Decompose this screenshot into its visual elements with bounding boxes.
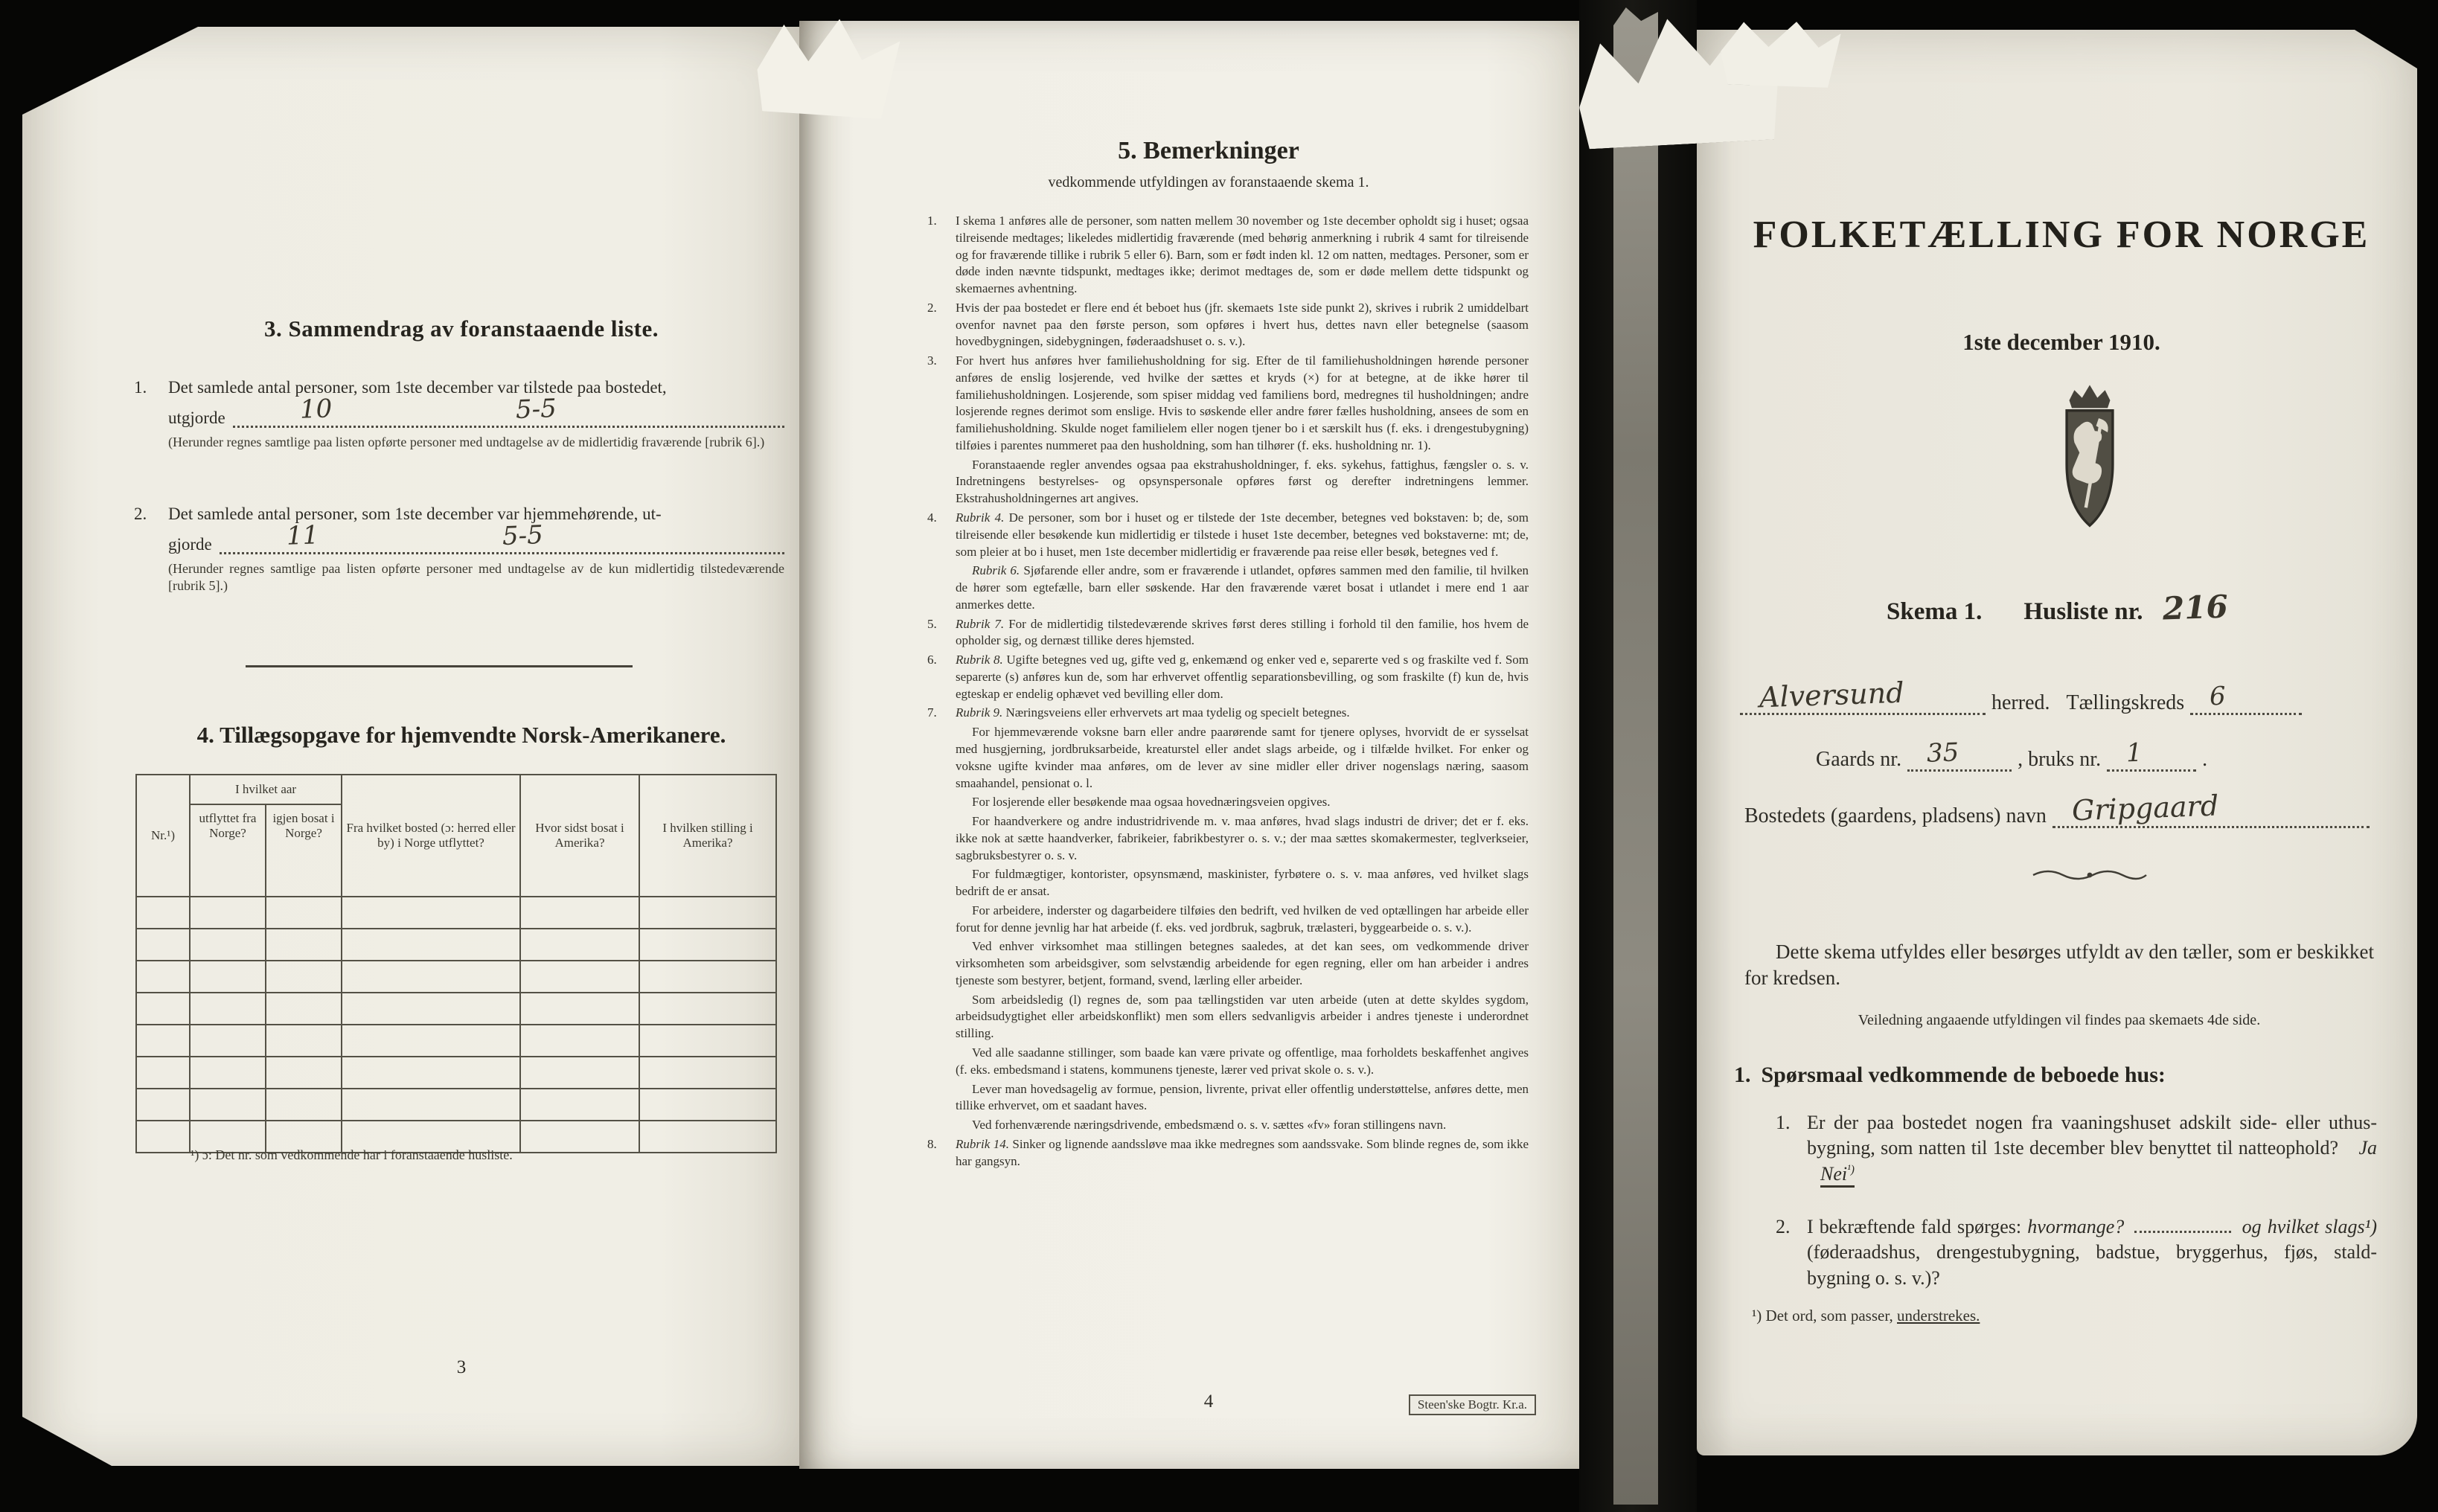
dotted-bruks-field	[2107, 737, 2196, 772]
bemerkning-number: 5.	[927, 616, 937, 631]
bemerkning-text: Rubrik 6. Sjøfarende eller andre, som er fraværende i utlandet, opføres sammen med den familie, til hvilken de hører som egtefælle, barn eller søskende. Har den fraværende været bosat i utlandet i mere end 1 aar anmerkes dette.	[956, 563, 1529, 612]
handwritten-bruks-nr: 1	[2125, 737, 2143, 769]
item-text-continuation: utgjorde	[168, 409, 225, 427]
bemerkning-number	[927, 938, 956, 989]
bemerkning-item	[927, 1136, 1529, 1170]
bemerkning-item	[927, 616, 1529, 650]
bemerkning-item	[927, 353, 1529, 455]
bemerkning-text: Lever man hovedsagelig av formue, pension, livrente, privat eller offentlig understøttelse, anføres dette, men tillike erhvervet, om et saadant haves.	[956, 1081, 1529, 1113]
bemerkning-number	[927, 794, 956, 811]
dotted-gaards-field	[1907, 737, 2012, 772]
table-row	[136, 993, 776, 1025]
handwritten-husliste-nr: 216	[2161, 588, 2229, 627]
handwritten-count: 10	[298, 394, 333, 425]
col-header-igjen: igjen bosat i Norge?	[266, 804, 342, 897]
bemerkning-item	[927, 510, 1529, 560]
handwritten-count: 11	[286, 520, 319, 551]
bemerkninger-heading: 5. Bemerkninger	[1118, 137, 1299, 164]
col-header-nr: Nr.¹)	[136, 775, 190, 897]
handwritten-bosted-navn: Gripgaard	[2071, 789, 2219, 827]
bemerkning-number	[927, 1045, 956, 1079]
bemerkning-text: Rubrik 8. Ugifte betegnes ved ug, gifte ved g, enkemænd og enker ved e, separerte ved s og fraskilte ved f. Som separerte (s) anføres kun de, som har erhvervet offentlig separationsbevilling, og som fraskilte (f) kun de, hvis egteskap er endelig ophævet ved bevilling eller dom.	[956, 653, 1529, 701]
bemerkning-number	[927, 563, 956, 613]
footnote-marker: ¹)	[1847, 1162, 1855, 1176]
bemerkning-number	[927, 813, 956, 864]
question-text: Er der paa bostedet nogen fra vaaningshuset adskilt side- eller uthus-bygning, som natten til 1ste december blev benyttet til natteophold? Ja Nei$^{^1)}$	[1807, 1110, 2377, 1187]
question-number: 2.	[1776, 1216, 1791, 1237]
herred-line	[1734, 676, 2381, 715]
summary-item-1	[134, 378, 795, 451]
bemerkning-item	[927, 705, 1529, 722]
gaards-line	[1816, 737, 2208, 772]
bemerkning-item	[927, 652, 1529, 702]
bemerkning-item	[927, 724, 1529, 792]
bemerkning-item	[927, 1117, 1529, 1134]
question-text: I bekræftende fald spørges: hvormange? og hvilket slags¹) (føderaadshus, drengestubygning, badstue, bryggerhus, fjøs, stald-bygning o. s. v.)?	[1807, 1216, 2378, 1289]
col-header-bosted: Fra hvilket bosted (ɔ: herred eller by) i Norge utflyttet?	[342, 775, 520, 897]
bemerkning-number	[927, 724, 956, 792]
table-row	[136, 1089, 776, 1121]
handwritten-tellingskreds: 6	[2209, 681, 2227, 712]
bemerkning-text: For arbeidere, inderster og dagarbeidere tilføies den bedrift, ved hvilken de ved optællingen har arbeide eller forut for denne jevnlig har hat arbeide (f. eks. ved jordbruk, sagbruk, trælasteri, byggearbeide o. s. v.).	[956, 903, 1529, 935]
answer-ja: Ja	[2358, 1137, 2378, 1159]
item-note: (Herunder regnes samtlige paa listen opførte personer med undtagelse av de kun midlertidig tilstedeværende [rubrik 5].)	[168, 561, 784, 593]
page-footnote: ¹) Det ord, som passer, understrekes.	[1752, 1307, 1980, 1324]
bemerkning-item	[927, 1081, 1529, 1115]
bemerkning-number: 2.	[927, 300, 937, 315]
bemerkning-item	[927, 813, 1529, 864]
bemerkning-text: For hjemmeværende voksne barn eller andre paarørende samt for tjenere oplyses, hvorvidt de er sysselsat med husgjerning, jordbruksarbeide, kreaturstel eller andet slags arbeide, og i tilfælde hvilket. For enker og voksne ugifte kvinder maa anføres, om de lever av sine midler eller driver nogenslags næring, saasom smaahandel, pensionat o. l.	[956, 725, 1529, 790]
dotted-bosted-field	[2053, 789, 2370, 828]
dotted-answer-line	[220, 520, 784, 554]
bemerkning-item	[927, 938, 1529, 989]
item-text: Det samlede antal personer, som 1ste december var hjemmehørende, ut-	[168, 504, 662, 523]
rubrik-lead: Rubrik 7.	[956, 616, 1005, 631]
bemerkning-text: Rubrik 4. De personer, som bor i huset og er tilstede der 1ste december, betegnes ved bokstaven: b; de, som tilreisende eller besøkende kun midlertidig er tilstede i huset 1ste december, betegnes ved bokstaverne: mt; de, som pleier at bo i huset, men 1ste december midlertidig er fraværende paa reise eller besøk, betegnes ved f.	[956, 510, 1529, 559]
rubrik-lead: Rubrik 8.	[956, 653, 1003, 667]
norsk-amerikanere-heading: 4. Tillægsopgave for hjemvendte Norsk-Amerikanere.	[196, 722, 726, 748]
right-page	[1697, 30, 2417, 1455]
bruks-label: , bruks nr.	[2018, 748, 2102, 771]
hvormange-label: hvormange?	[2027, 1216, 2125, 1237]
item-number: 2.	[134, 504, 147, 523]
bemerkning-number	[927, 1081, 956, 1115]
flourish-divider-icon	[2030, 866, 2149, 888]
item-note: (Herunder regnes samtlige paa listen opførte personer med undtagelse av de midlertidig fraværende [rubrik 6].)	[168, 435, 765, 449]
bemerkning-text: Foranstaaende regler anvendes ogsaa paa ekstrahusholdninger, f. eks. sykehus, fattighus, fængsler o. s. v. Indretningens bestyrelses- og opsynspersonale opføres først og derefter indretningens lemmer. Ekstrahusholdningernes art angives.	[956, 457, 1529, 506]
page-edge-strip	[1613, 7, 1658, 1505]
period: .	[2202, 748, 2208, 771]
gaards-label: Gaards nr.	[1816, 748, 1902, 771]
bosted-label: Bostedets (gaardens, pladsens) navn	[1744, 804, 2047, 827]
bemerkninger-subheading: vedkommende utfyldingen av foranstaaende skema 1.	[1048, 174, 1369, 190]
rubrik-lead: Rubrik 14.	[956, 1136, 1009, 1151]
handwritten-herred: Alversund	[1759, 676, 1905, 714]
item-text: Det samlede antal personer, som 1ste december var tilstede paa bostedet,	[168, 378, 667, 397]
item-number: 1.	[134, 378, 147, 397]
hvilket-slags-label: og hvilket slags¹)	[2242, 1216, 2378, 1237]
veiledning-note: Veiledning angaaende utfyldingen vil findes paa skemaets 4de side.	[1858, 1012, 2261, 1028]
bemerkning-item	[927, 1045, 1529, 1079]
bemerkning-text: For fuldmægtiger, kontorister, opsynsmænd, maskinister, fyrbøtere o. s. v. maa anføres, ved hvilket slags bedrift de er ansat.	[956, 867, 1529, 899]
bemerkning-number	[927, 866, 956, 900]
bemerkning-text: Ved enhver virksomhet maa stillingen betegnes saaledes, at det kan sees, om vedkommende driver virksomheten som arbeidsgiver, som selvstændig arbeidende for egen regning, eller om han arbeider i andres tjeneste som bestyrer, betjent, formand, svend, lærling eller arbeider.	[956, 939, 1529, 987]
rubrik-lead: Rubrik 6.	[972, 563, 1020, 578]
dotted-hvormange-field	[2134, 1219, 2231, 1233]
table-row	[136, 1025, 776, 1057]
dotted-tellingskreds-field	[2190, 681, 2302, 715]
herred-label: herred.	[1991, 691, 2050, 714]
bemerkning-number: 3.	[927, 353, 937, 368]
left-page	[22, 27, 799, 1466]
bemerkning-item	[927, 866, 1529, 900]
skema-line	[1887, 589, 2227, 626]
dotted-answer-line	[233, 394, 784, 428]
bemerkning-number: 4.	[927, 510, 937, 525]
printer-credit: Steen'ske Bogtr. Kr.a.	[1409, 1394, 1536, 1415]
summary-item-2	[134, 504, 795, 594]
col-header-stilling: I hvilken stilling i Amerika?	[639, 775, 776, 897]
teller-instruction: Dette skema utfyldes eller besørges utfyldt av den tæller, som er beskikket for kredsen.	[1744, 941, 2374, 990]
tellingskreds-label: Tællingskreds	[2066, 691, 2185, 714]
table-row	[136, 929, 776, 961]
page-number: 4	[1203, 1391, 1214, 1412]
answer-nei-underlined: Nei$^{^1)}$	[1820, 1163, 1855, 1188]
summary-heading: 3. Sammendrag av foranstaaende liste.	[264, 315, 659, 342]
bemerkning-item	[927, 213, 1529, 298]
handwritten-gaards-nr: 35	[1926, 737, 1960, 769]
question-section-number: 1.	[1734, 1063, 1751, 1087]
bemerkning-text: Rubrik 9. Næringsveiens eller erhvervets art maa tydelig og specielt betegnes.	[956, 705, 1350, 720]
torn-paper-fragment	[1718, 13, 1842, 92]
col-header-amerika: Hvor sidst bosat i Amerika?	[520, 775, 639, 897]
col-group-year: I hvilket aar	[190, 775, 342, 804]
form-title: FOLKETÆLLING FOR NORGE	[1753, 214, 2370, 256]
bemerkning-text: Ved forhenværende næringsdrivende, embedsmænd o. s. v. sættes «fv» foran stillingens navn.	[972, 1118, 1447, 1133]
table-row	[136, 897, 776, 929]
handwritten-split: 5-5	[502, 520, 544, 551]
bemerkning-number: 8.	[927, 1136, 937, 1151]
item-text-continuation: gjorde	[168, 535, 212, 554]
bemerkning-item	[927, 457, 1529, 507]
middle-page	[799, 21, 1579, 1469]
bemerkning-item	[927, 992, 1529, 1042]
census-date: 1ste december 1910.	[1962, 329, 2160, 355]
bemerkning-number: 6.	[927, 653, 937, 667]
husliste-label: Husliste nr.	[2023, 598, 2143, 625]
dotted-herred-field	[1740, 676, 1986, 715]
bemerkning-text: Ved alle saadanne stillinger, som baade kan være private og offentlige, maa forholdets beskaffenhet angives (f. eks. embedsmand i statens, kommunens tjeneste, lærer ved privat skole o. s. v.).	[956, 1045, 1529, 1077]
bemerkning-item	[927, 563, 1529, 613]
bemerkning-text: Rubrik 14. Sinker og lignende aandssløve maa ikke medregnes som aandssvake. Som blinde regnes de, som ikke har gangsyn.	[956, 1136, 1529, 1168]
bemerkning-text: For hvert hus anføres hver familiehusholdning for sig. Efter de til familiehusholdningen hørende personer anføres de enslig losjerende, ved hvilke der sættes et kryds (×) for at betegne, at de ikke hører til familiehusholdningen. Losjerende, som spiser middag ved familiens bord, medregnes til husholdningen; andre losjerende regnes derimot som enslige. Hvis to søskende eller andre fører fælles husholdning, ansees de som en familiehusholdning. Skulde noget familielem eller nogen tjener bo i et særskilt hus (f. eks. i drengestubygning) tilføies i parentes nummeret paa den husholdning, som han tilhører (f. eks. husholdning nr. 1).	[956, 353, 1529, 452]
book-spine-gap	[1579, 0, 1697, 1512]
bemerkning-number	[927, 992, 956, 1042]
bemerkning-number	[927, 1117, 956, 1134]
question-number: 1.	[1776, 1112, 1791, 1133]
bemerkning-number: 1.	[927, 214, 937, 228]
coat-of-arms-icon	[2047, 382, 2133, 536]
page-number: 3	[456, 1357, 467, 1377]
bemerkning-number	[927, 457, 956, 507]
question-section-heading: 1. Spørsmaal vedkommende de beboede hus:	[1734, 1063, 2166, 1087]
table-row	[136, 1057, 776, 1089]
skema-label: Skema 1.	[1887, 598, 1983, 625]
bosted-line	[1744, 789, 2375, 828]
bemerkning-item	[927, 903, 1529, 937]
bemerkning-text: For losjerende eller besøkende maa ogsaa hovednæringsveien opgives.	[972, 795, 1331, 810]
bemerkninger-list	[927, 213, 1529, 1172]
bemerkning-item	[927, 794, 1529, 811]
bemerkning-text: Som arbeidsledig (l) regnes de, som paa tællingstiden var uten arbeide (uten at dette skyldes sygdom, arbeidsudygtighet eller arbeidskonflikt) men som ellers sedvanligvis arbeider i andres tjeneste i underordnet stilling.	[956, 992, 1529, 1041]
rubrik-lead: Rubrik 9.	[956, 705, 1003, 720]
rubrik-lead: Rubrik 4.	[956, 510, 1005, 525]
handwritten-split: 5-5	[514, 394, 557, 425]
col-header-utflyttet: utflyttet fra Norge?	[190, 804, 266, 897]
underlined-word: understrekes.	[1897, 1307, 1980, 1324]
bemerkning-item	[927, 300, 1529, 350]
table-row	[136, 961, 776, 993]
question-2	[1776, 1214, 2377, 1291]
section-divider	[246, 665, 633, 667]
bemerkning-number: 7.	[927, 705, 937, 720]
bemerkning-number	[927, 903, 956, 937]
bemerkning-text: I skema 1 anføres alle de personer, som natten mellem 30 november og 1ste december opholdt sig i huset; ogsaa tilreisende medtages; likeledes midlertidig fraværende (med behørig anmerkning i rubrik 4 samt for tilreisende og for fraværende tillike i rubrik 5 eller 6). Barn, som er født inden kl. 12 om natten, medtages. Personer, som er døde inden nævnte tidspunkt, medtages ikke; derimot medtages de, som er døde mellem dette tidspunkt og skemaernes avhentning.	[956, 214, 1529, 296]
question-1	[1776, 1110, 2377, 1187]
bemerkning-text: Hvis der paa bostedet er flere end ét beboet hus (jfr. skemaets 1ste side punkt 2), skrives i rubrik 2 umiddelbart ovenfor navnet paa den første person, som opføres i hvert hus, dettes navn eller betegnelse (saasom hovedbygningen, sidebygningen, føderaadshuset o. s. v.).	[956, 300, 1529, 349]
bemerkning-text: Rubrik 7. For de midlertidig tilstedeværende skrives først deres stilling i forhold til den familie, hos hvem de opholder sig, og dernæst tillike deres hjemsted.	[956, 616, 1529, 648]
norsk-amerikanere-table	[135, 774, 777, 1153]
table-footnote: ¹) ɔ: Det nr. som vedkommende har i foranstaaende husliste.	[191, 1147, 513, 1162]
bemerkning-text: For haandverkere og andre industridrivende m. v. maa anføres, hvad slags industri de driver; det er f. eks. ikke nok at sætte haandverker, fabrikeier, fabrikbestyrer o. s. v.; der maa sættes skomakermester, teglverkseier, sagbruksbestyrer o. s. v.	[956, 814, 1529, 862]
